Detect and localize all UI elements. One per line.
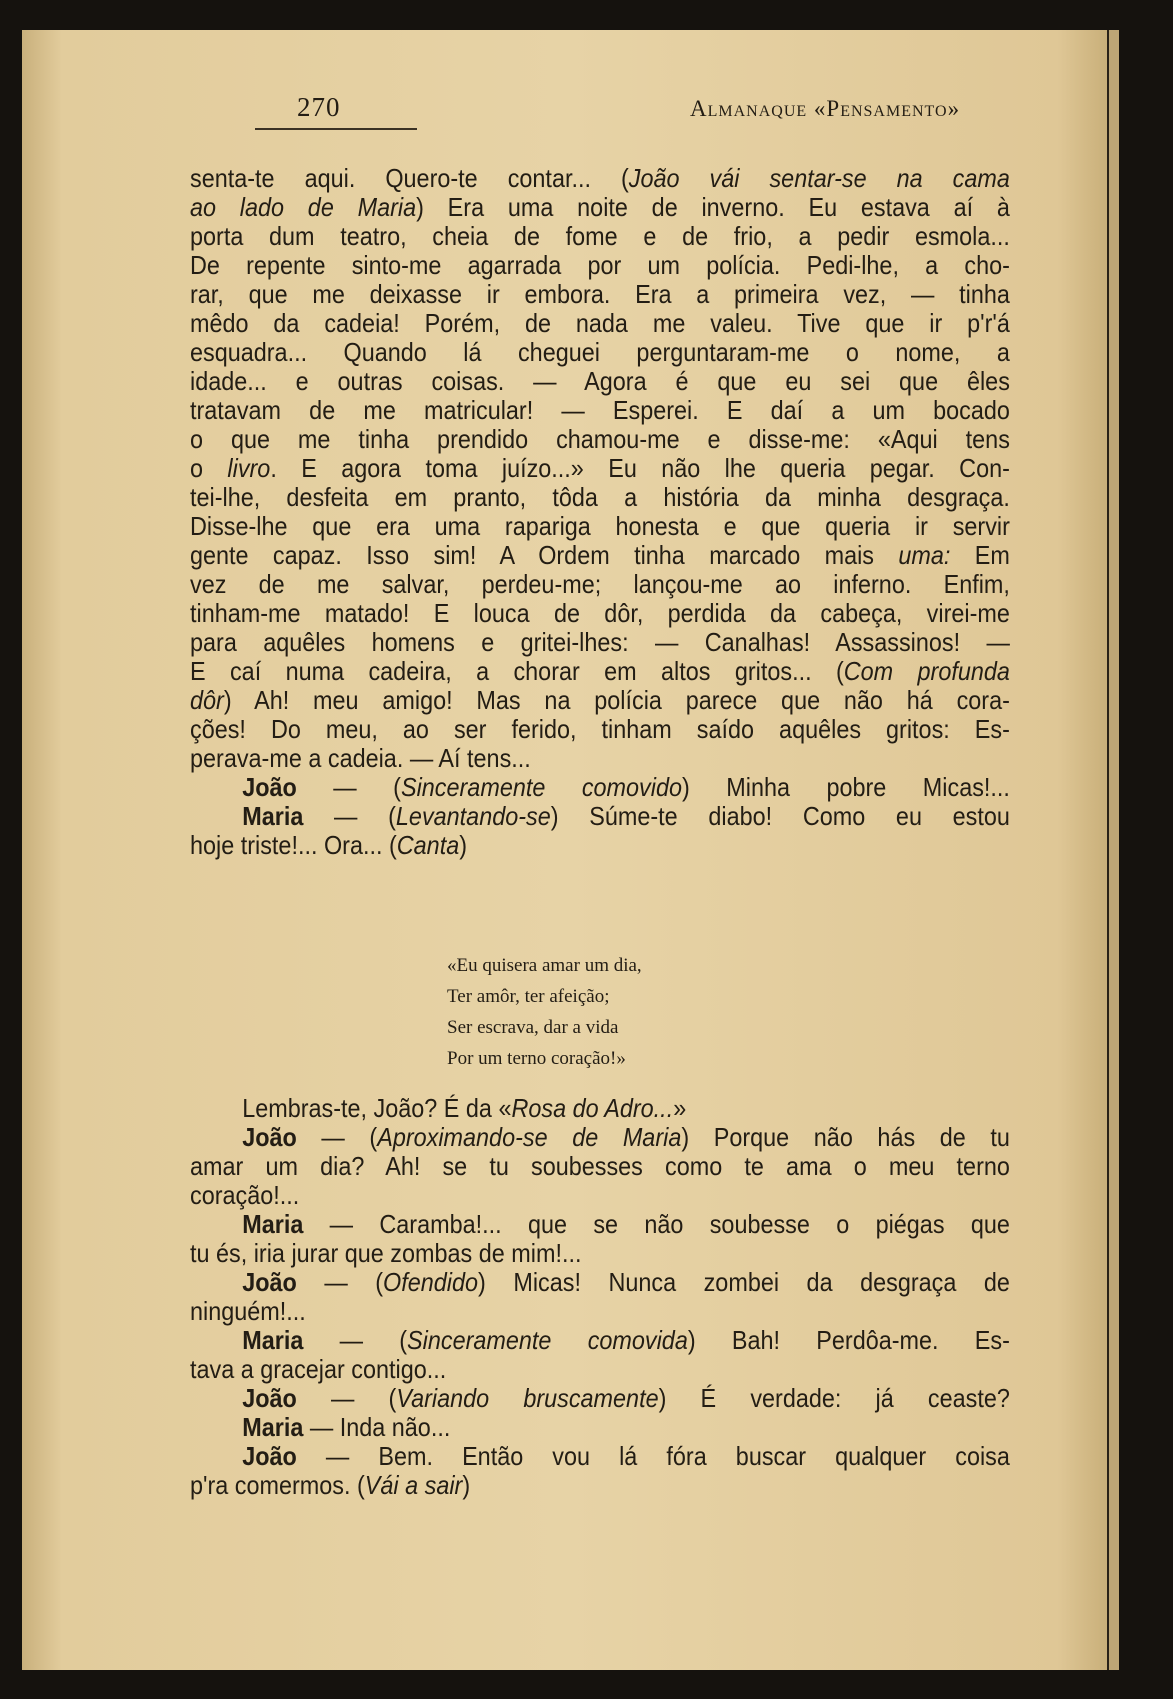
page-number: 270 bbox=[297, 92, 341, 122]
text-line bbox=[190, 1152, 1010, 1181]
line-text: — ( bbox=[303, 1325, 408, 1355]
text-line bbox=[190, 831, 1010, 860]
stage-direction: ao lado de Maria bbox=[190, 192, 417, 222]
line-text: De repente sinto-me agarrada por um polícia. Pedi-lhe, a cho- bbox=[190, 250, 1010, 280]
text-line bbox=[190, 628, 1010, 657]
line-text: — ( bbox=[296, 1383, 397, 1413]
line-text: ) Bah! Perdôa-me. Es- bbox=[687, 1325, 1010, 1355]
speaker-name: João bbox=[242, 772, 297, 802]
text-line bbox=[190, 1094, 1010, 1123]
stage-direction: uma: bbox=[898, 540, 951, 570]
text-line bbox=[190, 541, 1010, 570]
line-text: — ( bbox=[296, 1267, 384, 1297]
line-text: tei-lhe, desfeita em pranto, tôda a história da minha desgraça. bbox=[190, 482, 1010, 512]
text-line bbox=[190, 1239, 1010, 1268]
line-text: Lembras-te, João? É da « bbox=[242, 1093, 512, 1123]
line-text: o que me tinha prendido chamou-me e disse-me: «Aqui tens bbox=[190, 424, 1010, 454]
verse-line: «Eu quisera amar um dia, bbox=[447, 955, 642, 976]
line-text: porta dum teatro, cheia de fome e de frio, a pedir esmola... bbox=[190, 221, 1010, 251]
text-line bbox=[190, 280, 1010, 309]
text-line bbox=[190, 802, 1010, 831]
line-text: ) Micas! Nunca zombei da desgraça de bbox=[478, 1267, 1010, 1297]
line-text: ) bbox=[462, 1470, 471, 1500]
text-line bbox=[190, 715, 1010, 744]
line-text: Em bbox=[950, 540, 1010, 570]
line-text: tu és, iria jurar que zombas de mim!... bbox=[190, 1238, 582, 1268]
running-title: Almanaque «Pensamento» bbox=[690, 96, 961, 121]
line-text: coração!... bbox=[190, 1180, 300, 1210]
text-line bbox=[190, 454, 1010, 483]
header-rule bbox=[255, 128, 417, 130]
line-text: tinham-me matado! E louca de dôr, perdida da cabeça, virei-me bbox=[190, 598, 1010, 628]
dialogue-text-bottom bbox=[190, 1094, 1010, 1500]
line-text: . E agora toma juízo...» Eu não lhe queria pegar. Con- bbox=[270, 453, 1010, 483]
stage-direction: Ofendido bbox=[383, 1267, 479, 1297]
text-line bbox=[190, 512, 1010, 541]
text-line bbox=[190, 483, 1010, 512]
text-line bbox=[190, 1181, 1010, 1210]
line-text: gente capaz. Isso sim! A Ordem tinha marcado mais bbox=[190, 540, 899, 570]
text-line bbox=[190, 686, 1010, 715]
stage-direction: livro bbox=[227, 453, 271, 483]
line-text: ) Ah! meu amigo! Mas na polícia parece que não há cora- bbox=[223, 685, 1010, 715]
line-text: para aquêles homens e gritei-lhes: — Canalhas! Assassinos! — bbox=[190, 627, 1010, 657]
line-text: — ( bbox=[303, 801, 396, 831]
speaker-name: João bbox=[242, 1441, 297, 1471]
line-text: — ( bbox=[296, 1122, 378, 1152]
line-text: perava-me a cadeia. — Aí tens... bbox=[190, 743, 531, 773]
text-line bbox=[190, 657, 1010, 686]
text-line bbox=[190, 1268, 1010, 1297]
text-line bbox=[190, 1442, 1010, 1471]
line-text: ninguém!... bbox=[190, 1296, 306, 1326]
line-text: esquadra... Quando lá cheguei perguntaram-me o nome, a bbox=[190, 337, 1010, 367]
line-text: p'ra comermos. ( bbox=[190, 1470, 365, 1500]
text-line bbox=[190, 1355, 1010, 1384]
line-text: rar, que me deixasse ir embora. Era a primeira vez, — tinha bbox=[190, 279, 1010, 309]
stage-direction: Canta bbox=[396, 830, 460, 860]
text-line bbox=[190, 599, 1010, 628]
line-text: ) Era uma noite de inverno. Eu estava aí à bbox=[416, 192, 1010, 222]
line-text: — Caramba!... que se não soubesse o piégas que bbox=[303, 1209, 1010, 1239]
line-text: amar um dia? Ah! se tu soubesses como te ama o meu terno bbox=[190, 1151, 1010, 1181]
line-text: tratavam de me matricular! — Esperei. E daí a um bocado bbox=[190, 395, 1010, 425]
line-text: ) Minha pobre Micas!... bbox=[681, 772, 1010, 802]
line-text: vez de me salvar, perdeu-me; lançou-me ao inferno. Enfim, bbox=[190, 569, 1010, 599]
line-text: » bbox=[673, 1093, 687, 1123]
stage-direction: Sinceramente comovido bbox=[400, 772, 682, 802]
line-text: o bbox=[190, 453, 228, 483]
line-text: ções! Do meu, ao ser ferido, tinham saído aquêles gritos: Es- bbox=[190, 714, 1010, 744]
line-text: hoje triste!... Ora... ( bbox=[190, 830, 397, 860]
stage-direction: dôr bbox=[190, 685, 224, 715]
text-line bbox=[190, 1210, 1010, 1239]
line-text: tava a gracejar contigo... bbox=[190, 1354, 447, 1384]
line-text: ) É verdade: já ceaste? bbox=[658, 1383, 1010, 1413]
stage-direction: Levantando-se bbox=[395, 801, 551, 831]
stage-direction: Rosa do Adro... bbox=[511, 1093, 674, 1123]
dialogue-text-top bbox=[190, 164, 1010, 860]
line-text: ) bbox=[459, 830, 468, 860]
speaker-name: Maria bbox=[242, 1209, 304, 1239]
text-line bbox=[190, 309, 1010, 338]
text-line bbox=[190, 773, 1010, 802]
text-line bbox=[190, 1384, 1010, 1413]
text-line bbox=[190, 396, 1010, 425]
speaker-name: Maria bbox=[242, 801, 304, 831]
line-text: — Bem. Então vou lá fóra buscar qualquer coisa bbox=[296, 1441, 1010, 1471]
stage-direction: João vái sentar-se na cama bbox=[628, 163, 1010, 193]
line-text: — ( bbox=[296, 772, 401, 802]
line-text: mêdo da cadeia! Porém, de nada me valeu. Tive que ir p'r'á bbox=[190, 308, 1010, 338]
book-page bbox=[22, 30, 1112, 1670]
line-text: senta-te aqui. Quero-te contar... ( bbox=[190, 163, 629, 193]
line-text: Disse-lhe que era uma rapariga honesta e que queria ir servir bbox=[190, 511, 1010, 541]
text-line bbox=[190, 744, 1010, 773]
text-line bbox=[190, 425, 1010, 454]
verse-line: Por um terno coração!» bbox=[447, 1048, 626, 1069]
verse-line: Ter amôr, ter afeição; bbox=[447, 986, 610, 1007]
text-line bbox=[190, 222, 1010, 251]
song-verse bbox=[447, 950, 642, 1074]
stage-direction: Variando bruscamente bbox=[396, 1383, 659, 1413]
stage-direction: Com profunda bbox=[843, 656, 1010, 686]
page-header bbox=[22, 88, 1112, 128]
text-line bbox=[190, 1471, 1010, 1500]
line-text: idade... e outras coisas. — Agora é que eu sei que êles bbox=[190, 366, 1010, 396]
line-text: E caí numa cadeira, a chorar em altos gritos... ( bbox=[190, 656, 844, 686]
stage-direction: Vái a sair bbox=[364, 1470, 463, 1500]
stage-direction: Sinceramente comovida bbox=[407, 1325, 688, 1355]
speaker-name: Maria bbox=[242, 1325, 304, 1355]
page-edge bbox=[1107, 30, 1119, 1670]
verse-line: Ser escrava, dar a vida bbox=[447, 1017, 619, 1038]
text-line bbox=[190, 1326, 1010, 1355]
speaker-name: João bbox=[242, 1267, 297, 1297]
text-line bbox=[190, 338, 1010, 367]
line-text: ) Porque não hás de tu bbox=[681, 1122, 1010, 1152]
line-text: ) Súme-te diabo! Como eu estou bbox=[550, 801, 1010, 831]
text-line bbox=[190, 251, 1010, 280]
text-line bbox=[190, 1297, 1010, 1326]
text-line bbox=[190, 193, 1010, 222]
speaker-name: João bbox=[242, 1383, 297, 1413]
line-text: — Inda não... bbox=[303, 1412, 451, 1442]
text-line bbox=[190, 1413, 1010, 1442]
speaker-name: Maria bbox=[242, 1412, 304, 1442]
speaker-name: João bbox=[242, 1122, 297, 1152]
text-line bbox=[190, 570, 1010, 599]
text-line bbox=[190, 164, 1010, 193]
text-line bbox=[190, 1123, 1010, 1152]
text-line bbox=[190, 367, 1010, 396]
stage-direction: Aproximando-se de Maria bbox=[377, 1122, 682, 1152]
